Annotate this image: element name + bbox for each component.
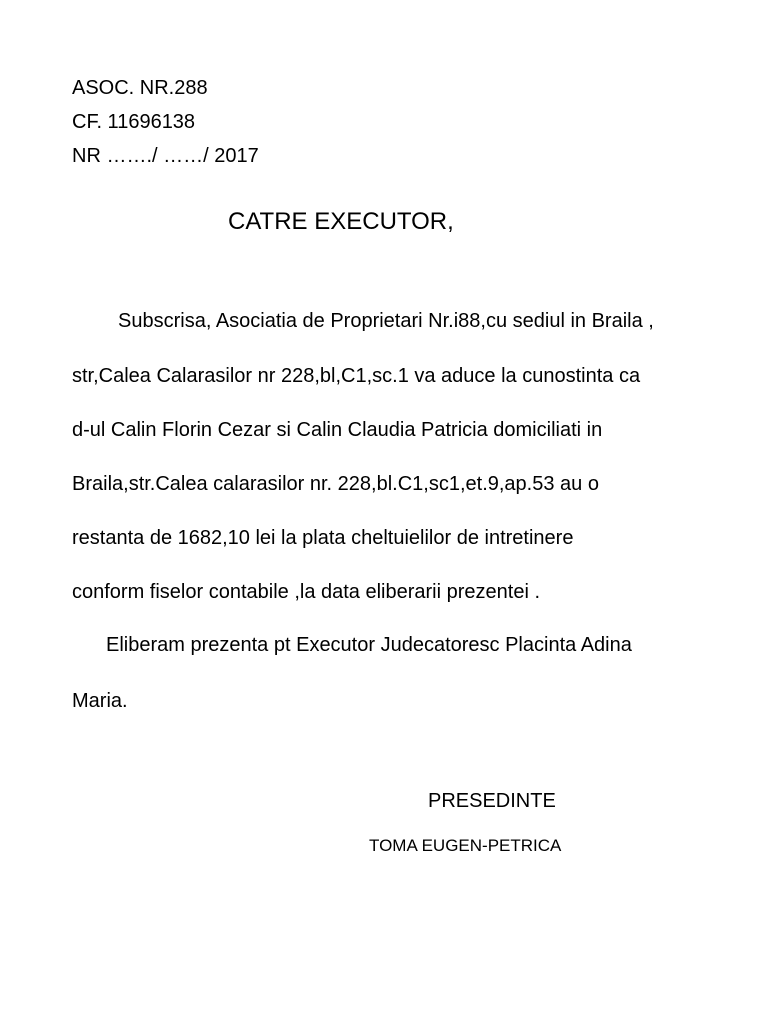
body-line-2: str,Calea Calarasilor nr 228,bl,C1,sc.1 va aduce la cunostinta ca (72, 365, 641, 387)
body-line-7: Eliberam prezenta pt Executor Judecatoresc Placinta Adina (106, 634, 632, 656)
signatory-name: TOMA EUGEN-PETRICA (369, 836, 562, 855)
fiscal-code: CF. 11696138 (72, 111, 196, 133)
signatory-role: PRESEDINTE (428, 790, 556, 812)
body-line-5: restanta de 1682,10 lei la plata cheltuielilor de intretinere (72, 527, 574, 549)
body-line-3: d-ul Calin Florin Cezar si Calin Claudia Patricia domiciliati in (72, 419, 603, 441)
registration-number: NR ……./ ……/ 2017 (72, 145, 259, 167)
document-title: CATRE EXECUTOR, (228, 208, 454, 235)
body-line-8: Maria. (72, 690, 128, 712)
body-line-4: Braila,str.Calea calarasilor nr. 228,bl.C1,sc1,et.9,ap.53 au o (72, 473, 599, 495)
body-line-1: Subscrisa, Asociatia de Proprietari Nr.i88,cu sediul in Braila , (118, 310, 654, 332)
body-line-6: conform fiselor contabile ,la data eliberarii prezentei . (72, 581, 541, 603)
association-number: ASOC. NR.288 (72, 77, 208, 99)
